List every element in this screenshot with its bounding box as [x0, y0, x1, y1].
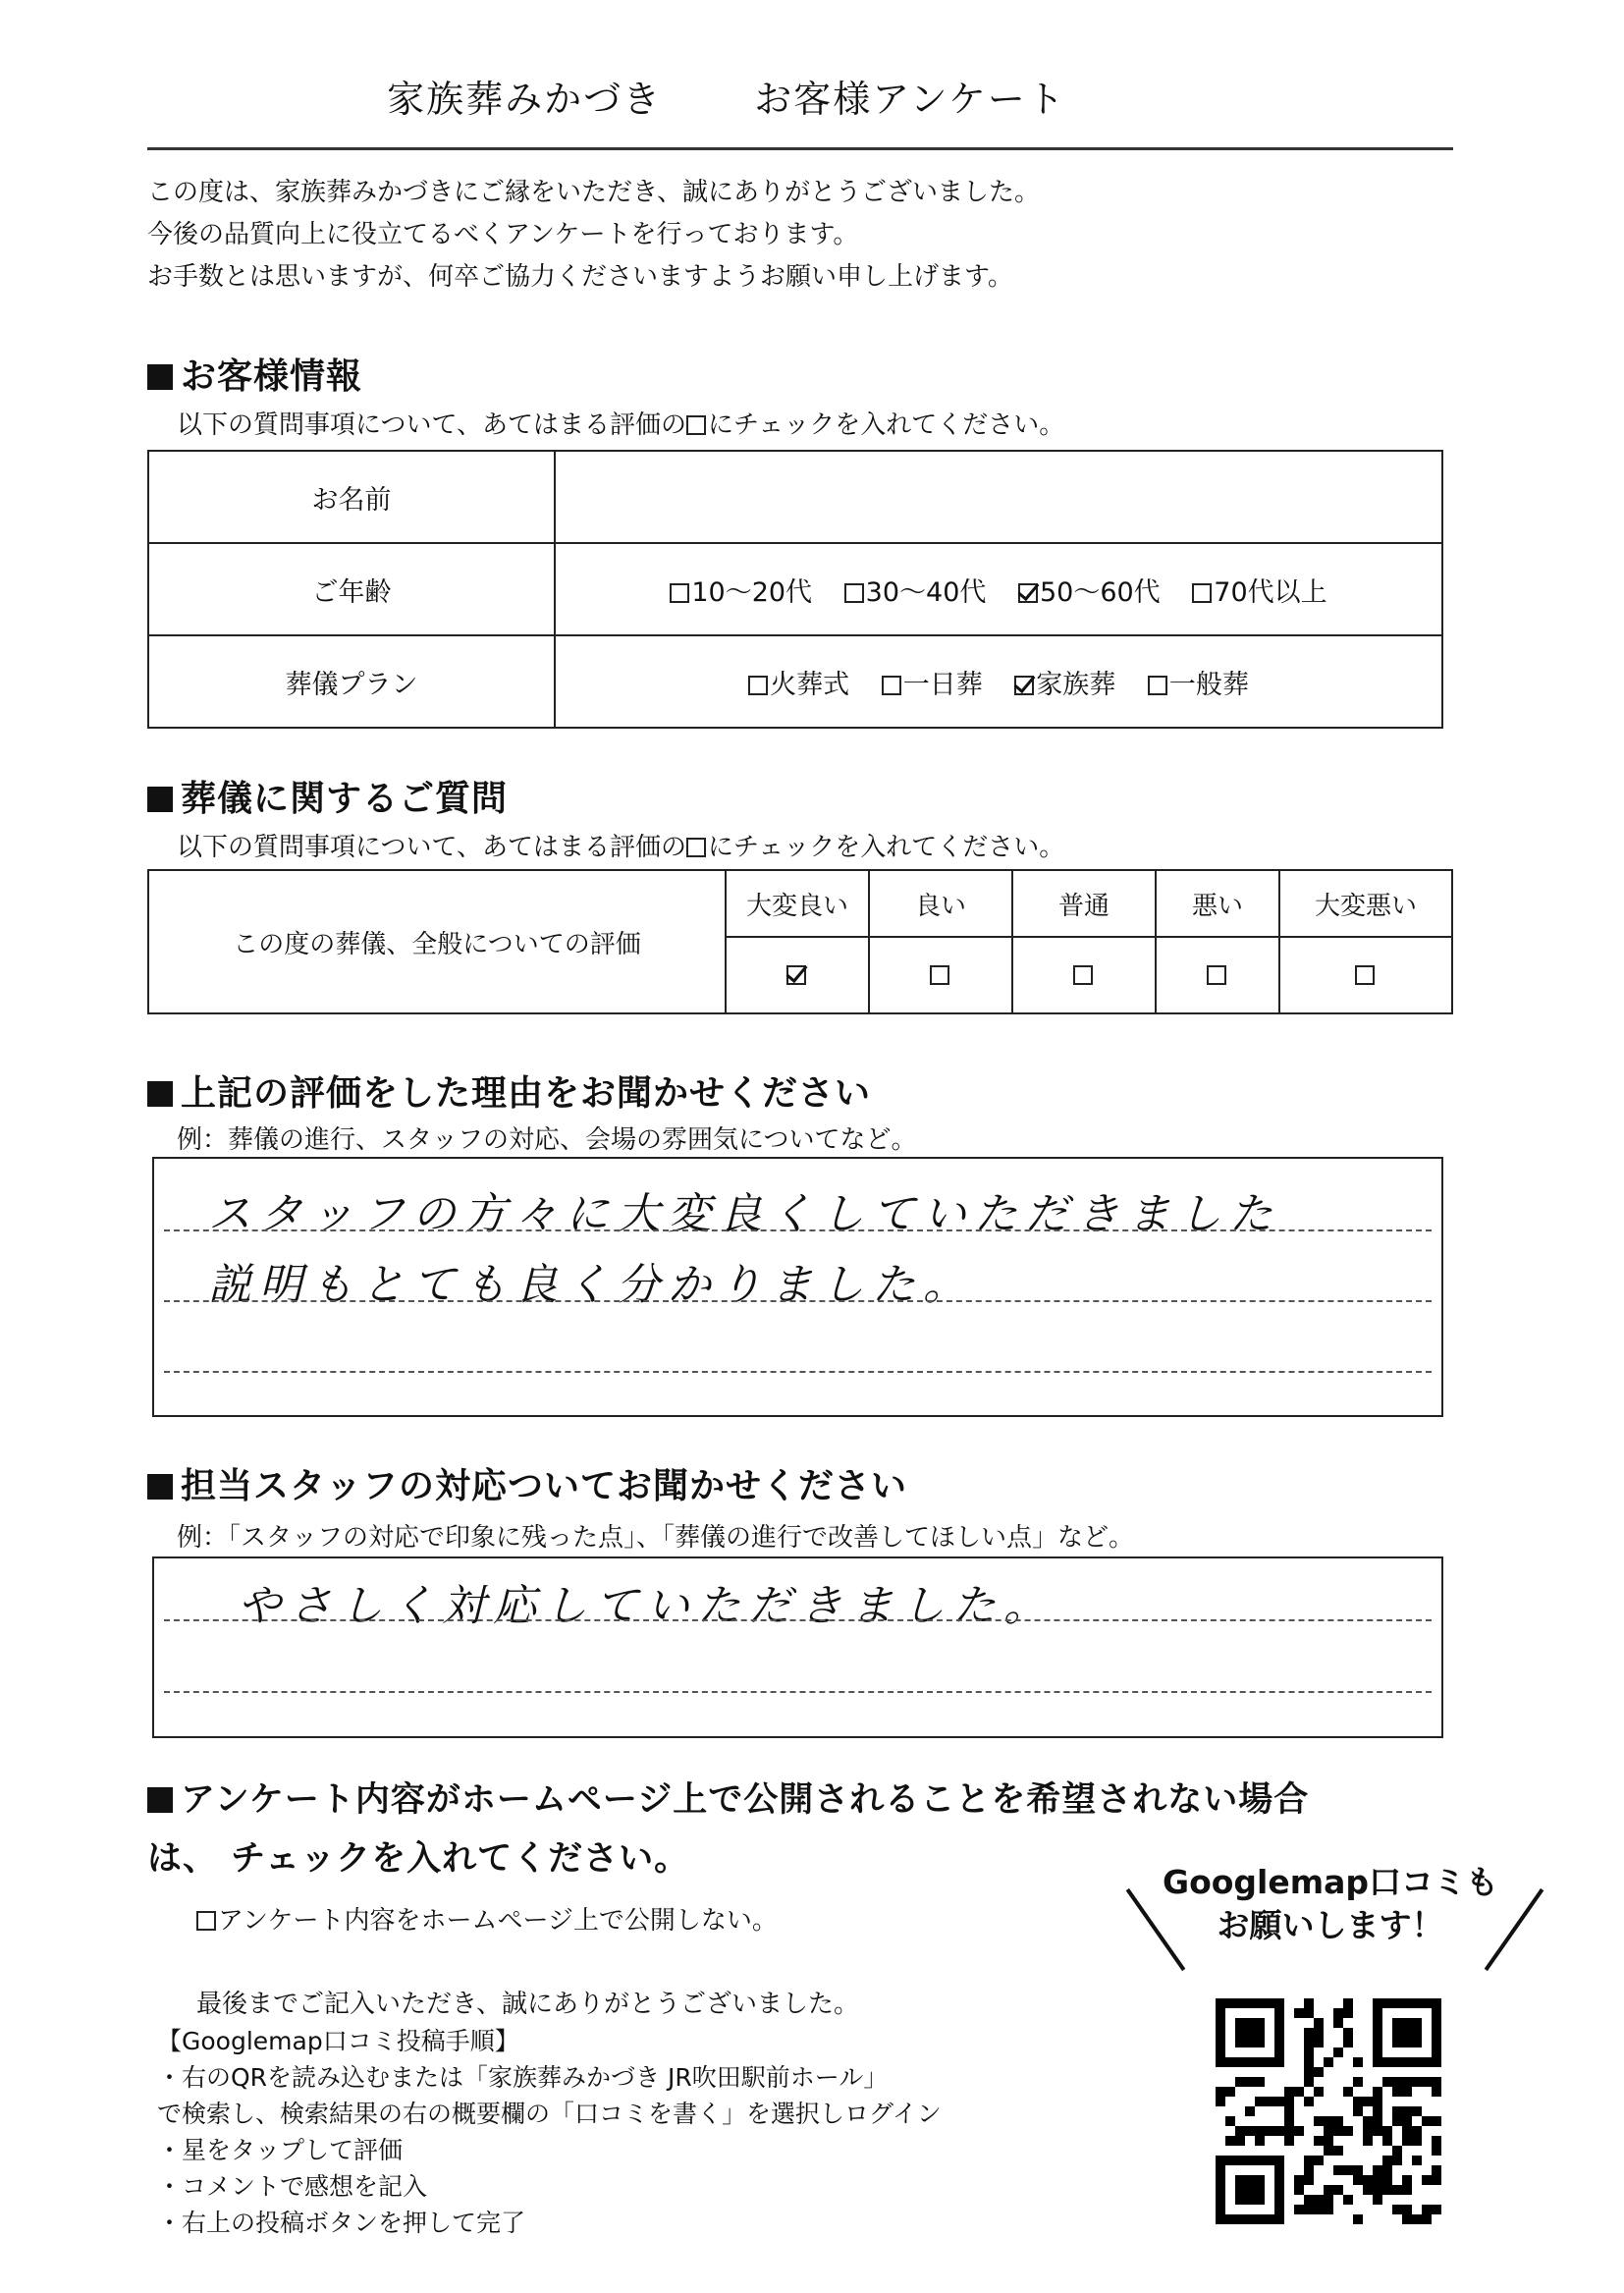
instruction-text: 以下の質問事項について、あてはまる評価の	[177, 410, 686, 440]
qr-module	[1265, 2097, 1274, 2106]
qr-module	[1294, 2205, 1304, 2214]
qr-module	[1353, 2097, 1363, 2106]
qr-module	[1382, 2175, 1392, 2185]
qr-module	[1314, 2136, 1324, 2146]
instruction-text: にチェックを入れてください。	[707, 833, 1065, 862]
qr-module	[1432, 2165, 1441, 2175]
section-heading: お客様情報	[181, 356, 363, 397]
qr-module	[1314, 2195, 1324, 2205]
age-option[interactable]	[844, 577, 987, 608]
qr-module	[1353, 2057, 1363, 2067]
qr-module	[1216, 2097, 1225, 2106]
qr-module	[1353, 2077, 1363, 2087]
rating-cell	[1012, 937, 1156, 1013]
qr-module	[1363, 2185, 1373, 2195]
qr-module	[1304, 2077, 1314, 2087]
qr-module	[1304, 2047, 1314, 2057]
qr-module	[1284, 2106, 1294, 2116]
qr-module	[1402, 2087, 1412, 2097]
intro-line-2: 今後の品質向上に役立てるべくアンケートを行っております。	[147, 220, 859, 249]
qr-module	[1255, 2077, 1265, 2087]
qr-module	[1353, 2165, 1363, 2175]
qr-module	[1304, 2156, 1314, 2165]
qr-module	[1304, 2028, 1314, 2038]
qr-module	[1235, 2077, 1245, 2087]
qr-module	[1333, 2047, 1343, 2057]
publish-option-label: アンケート内容をホームページ上で公開しない。	[218, 1906, 778, 1936]
qr-module	[1432, 2136, 1441, 2146]
writing-line	[164, 1371, 1432, 1373]
checkbox-checked[interactable]	[1014, 676, 1034, 695]
qr-caption	[1129, 1861, 1532, 1947]
plan-option[interactable]	[1148, 670, 1249, 700]
howto-step: ・コメントで感想を記入	[157, 2172, 428, 2201]
qr-module	[1343, 2126, 1353, 2136]
rating-checkbox[interactable]	[1207, 965, 1226, 985]
reason-answer-box[interactable]	[152, 1157, 1443, 1417]
qr-module	[1432, 2077, 1441, 2087]
plan-label: 葬儀プラン	[148, 635, 555, 728]
qr-module	[1274, 2126, 1284, 2136]
qr-module	[1304, 2165, 1314, 2175]
qr-module	[1255, 2126, 1265, 2136]
qr-caption-line-2: お願いします！	[1217, 1906, 1444, 1944]
rating-header: 普通	[1012, 870, 1156, 937]
section-staff	[147, 1458, 907, 1508]
bullet-square-icon	[147, 1787, 173, 1813]
qr-module	[1324, 2116, 1333, 2126]
section-funeral-question	[147, 771, 508, 821]
qr-module	[1225, 2087, 1235, 2097]
age-option[interactable]	[1018, 577, 1161, 608]
rating-header: 悪い	[1156, 870, 1279, 937]
howto-step: ・星をタップして評価	[157, 2136, 404, 2164]
plan-option[interactable]	[882, 670, 983, 700]
qr-module	[1324, 2146, 1333, 2156]
instruction-text: 以下の質問事項について、あてはまる評価の	[177, 833, 686, 862]
option-label: 70代以上	[1214, 576, 1327, 608]
qr-module	[1363, 2097, 1373, 2106]
checkbox[interactable]	[670, 583, 689, 603]
bullet-square-icon	[147, 787, 173, 812]
publish-option[interactable]	[196, 1900, 778, 1937]
section-heading: 上記の評価をした理由をお聞かせください	[181, 1073, 872, 1114]
writing-line	[164, 1300, 1432, 1302]
qr-module	[1304, 2008, 1314, 2018]
rating-cell	[1156, 937, 1279, 1013]
qr-module	[1353, 2214, 1363, 2224]
section-reason	[147, 1065, 871, 1116]
qr-module	[1392, 2077, 1402, 2087]
qr-module	[1392, 2087, 1402, 2097]
section-customer-info	[147, 349, 362, 399]
qr-module	[1255, 2097, 1265, 2106]
qr-module	[1324, 2195, 1333, 2205]
qr-module	[1304, 2057, 1314, 2067]
qr-module	[1314, 2067, 1324, 2077]
qr-module	[1333, 2126, 1343, 2136]
qr-module	[1402, 2185, 1412, 2195]
qr-module	[1432, 2146, 1441, 2156]
qr-module	[1294, 2087, 1304, 2097]
rating-checkbox[interactable]	[1355, 965, 1375, 985]
howto-step: で検索し、検索結果の右の概要欄の「口コミを書く」を選択しログイン	[157, 2100, 942, 2128]
qr-module	[1373, 2185, 1382, 2195]
qr-module	[1392, 2205, 1402, 2214]
option-label: 一日葬	[902, 669, 983, 700]
writing-line	[164, 1229, 1432, 1231]
qr-module	[1432, 2087, 1441, 2097]
qr-module	[1392, 2106, 1402, 2116]
section-heading: アンケート内容がホームページ上で公開されることを希望されない場合	[181, 1780, 1310, 1820]
rating-cell	[869, 937, 1012, 1013]
qr-module	[1304, 1998, 1314, 2008]
bullet-square-icon	[147, 364, 173, 390]
qr-module	[1392, 2156, 1402, 2165]
qr-module	[1333, 2185, 1343, 2195]
rating-header: 良い	[869, 870, 1012, 937]
rating-checkbox[interactable]	[930, 965, 949, 985]
checkbox[interactable]	[1148, 676, 1167, 695]
qr-module	[1343, 2165, 1353, 2175]
writing-line	[164, 1619, 1432, 1621]
qr-module	[1373, 2106, 1382, 2116]
qr-module	[1343, 1998, 1353, 2008]
handwritten-line: 説明もとても良く分かりました。	[208, 1260, 974, 1310]
qr-module	[1382, 2077, 1392, 2087]
qr-module	[1363, 2126, 1373, 2136]
title-divider	[147, 147, 1453, 150]
qr-module	[1392, 2185, 1402, 2195]
qr-module	[1382, 2156, 1392, 2165]
qr-module	[1245, 2126, 1255, 2136]
howto-title: 【Googlemap口コミ投稿手順】	[157, 2027, 519, 2055]
qr-module	[1284, 2097, 1294, 2106]
checkbox[interactable]	[748, 676, 768, 695]
qr-module	[1225, 2136, 1235, 2146]
qr-module	[1432, 2205, 1441, 2214]
qr-module	[1245, 2106, 1255, 2116]
rating-cell	[726, 937, 869, 1013]
qr-module	[1314, 2116, 1324, 2126]
qr-module	[1284, 2116, 1294, 2126]
qr-module	[1363, 2116, 1373, 2126]
customer-info-instruction	[177, 405, 1064, 441]
bullet-square-icon	[147, 1474, 173, 1500]
checkbox[interactable]	[844, 583, 864, 603]
qr-module	[1402, 2126, 1412, 2136]
name-field[interactable]	[555, 451, 1442, 543]
qr-module	[1314, 2018, 1324, 2028]
qr-module	[1412, 2214, 1422, 2224]
qr-module	[1412, 2077, 1422, 2087]
funeral-instruction	[177, 827, 1064, 863]
qr-module	[1274, 2097, 1284, 2106]
company-name: 家族葬みかづき	[387, 78, 663, 121]
qr-module	[1402, 2136, 1412, 2146]
qr-module	[1422, 2214, 1432, 2224]
qr-module	[1333, 2165, 1343, 2175]
option-label: 家族葬	[1036, 669, 1116, 700]
qr-module	[1314, 2087, 1324, 2097]
qr-module	[1382, 2165, 1392, 2175]
name-label: お名前	[148, 451, 555, 543]
intro-line-3: お手数とは思いますが、何卒ご協力くださいますようお願い申し上げます。	[147, 262, 1013, 292]
qr-module	[1422, 2175, 1432, 2185]
qr-module	[1373, 2195, 1382, 2205]
rating-cell	[1279, 937, 1452, 1013]
option-label: 10～20代	[691, 576, 813, 608]
qr-module	[1382, 2136, 1392, 2146]
plan-option[interactable]	[1014, 670, 1115, 700]
qr-module	[1294, 2185, 1304, 2195]
qr-module	[1235, 2126, 1245, 2136]
qr-module	[1373, 2126, 1382, 2136]
staff-answer-box[interactable]	[152, 1556, 1443, 1738]
customer-info-table	[147, 450, 1443, 729]
qr-module	[1382, 2126, 1392, 2136]
intro-line-1: この度は、家族葬みかづきにご縁をいただき、誠にありがとうございました。	[147, 178, 1040, 207]
qr-module	[1422, 2077, 1432, 2087]
qr-caption-line-1: Googlemap口コミも	[1162, 1863, 1499, 1901]
qr-module	[1333, 2116, 1343, 2126]
rating-row-label: この度の葬儀、全般についての評価	[148, 870, 726, 1013]
qr-module	[1255, 2136, 1265, 2146]
plan-options	[555, 635, 1442, 728]
qr-module	[1363, 2136, 1373, 2146]
section-heading: 担当スタッフの対応ついてお聞かせください	[181, 1466, 908, 1506]
qr-module	[1304, 2067, 1314, 2077]
qr-module	[1294, 2175, 1304, 2185]
rating-checkbox[interactable]	[1073, 965, 1093, 985]
form-title: お客様アンケート	[754, 78, 1066, 121]
checkbox-icon	[686, 415, 706, 435]
qr-code-icon[interactable]	[1216, 1998, 1441, 2224]
handwritten-line: やさしく対応していただきました。	[238, 1581, 1055, 1631]
qr-module	[1382, 2185, 1392, 2195]
qr-module	[1324, 2057, 1333, 2067]
qr-module	[1284, 2087, 1294, 2097]
qr-module	[1343, 2038, 1353, 2047]
qr-module	[1216, 2087, 1225, 2097]
staff-example: 例：「スタッフの対応で印象に残った点」、「葬儀の進行で改善してほしい点」など。	[177, 1523, 1135, 1553]
option-label: 一般葬	[1168, 669, 1249, 700]
option-label: 火葬式	[770, 669, 850, 700]
qr-module	[1402, 2106, 1412, 2116]
qr-module	[1304, 2097, 1314, 2106]
qr-module	[1324, 2136, 1333, 2146]
qr-module	[1412, 2126, 1422, 2136]
qr-module	[1402, 2205, 1412, 2214]
howto-step: ・右上の投稿ボタンを押して完了	[157, 2209, 526, 2237]
rating-header: 大変悪い	[1279, 870, 1452, 937]
qr-module	[1324, 2185, 1333, 2195]
checkbox-checked[interactable]	[1018, 583, 1038, 603]
bullet-square-icon	[147, 1081, 173, 1107]
qr-module	[1412, 2136, 1422, 2146]
qr-module	[1314, 2038, 1324, 2047]
qr-module	[1402, 2116, 1412, 2126]
qr-module	[1343, 2195, 1353, 2205]
qr-module	[1412, 2106, 1422, 2116]
rating-header: 大変良い	[726, 870, 869, 937]
age-option[interactable]	[1192, 577, 1326, 608]
qr-module	[1333, 2008, 1343, 2018]
option-label: 50～60代	[1039, 576, 1161, 608]
qr-module	[1402, 2077, 1412, 2087]
qr-module	[1353, 2175, 1363, 2185]
qr-module	[1294, 2008, 1304, 2018]
qr-module	[1304, 2038, 1314, 2047]
age-option[interactable]	[670, 577, 812, 608]
qr-module	[1333, 2146, 1343, 2156]
form-title-bar	[0, 69, 1453, 123]
handwritten-line: スタッフの方々に大変良くしていただきました	[208, 1189, 1280, 1239]
instruction-text: にチェックを入れてください。	[707, 410, 1065, 440]
checkbox-icon	[686, 838, 706, 857]
qr-module	[1235, 2136, 1245, 2146]
qr-module	[1432, 2116, 1441, 2126]
qr-module	[1353, 2106, 1363, 2116]
option-label: 30～40代	[865, 576, 987, 608]
section-publish	[147, 1773, 1309, 1822]
qr-module	[1373, 2087, 1382, 2097]
qr-module	[1314, 2156, 1324, 2165]
age-label: ご年齢	[148, 543, 555, 635]
section-heading: 葬儀に関するご質問	[181, 779, 509, 819]
qr-module	[1373, 2116, 1382, 2126]
qr-module	[1373, 2175, 1382, 2185]
checkbox[interactable]	[882, 676, 901, 695]
reason-example: 例：葬儀の進行、スタッフの対応、会場の雰囲気についてなど。	[177, 1125, 917, 1155]
publish-checkbox[interactable]	[196, 1911, 216, 1931]
qr-module	[1225, 2116, 1235, 2126]
qr-module	[1392, 2116, 1402, 2126]
qr-module	[1294, 2126, 1304, 2136]
qr-module	[1284, 2126, 1294, 2136]
writing-line	[164, 1691, 1432, 1693]
qr-module	[1373, 2165, 1382, 2175]
qr-module	[1343, 2087, 1353, 2097]
qr-module	[1245, 2077, 1255, 2087]
qr-module	[1402, 2214, 1412, 2224]
qr-module	[1304, 2175, 1314, 2185]
qr-module	[1265, 2126, 1274, 2136]
qr-module	[1422, 2116, 1432, 2126]
qr-module	[1432, 2175, 1441, 2185]
qr-module	[1343, 2028, 1353, 2038]
qr-module	[1314, 2028, 1324, 2038]
publish-heading-line-2: は、 チェックを入れてください。	[147, 1839, 690, 1879]
qr-module	[1284, 2136, 1294, 2146]
qr-module	[1324, 2205, 1333, 2214]
qr-module	[1304, 2205, 1314, 2214]
howto-step: ・右のQRを読み込むまたは「家族葬みかづき JR吹田駅前ホール」	[157, 2063, 889, 2092]
qr-module	[1392, 2146, 1402, 2156]
qr-module	[1402, 2175, 1412, 2185]
qr-module	[1373, 2097, 1382, 2106]
qr-module	[1324, 2126, 1333, 2136]
qr-module	[1363, 2175, 1373, 2185]
qr-module	[1333, 2018, 1343, 2028]
rating-checkbox-checked[interactable]	[786, 965, 806, 985]
qr-module	[1422, 2205, 1432, 2214]
qr-module	[1343, 2008, 1353, 2018]
age-options	[555, 543, 1442, 635]
qr-module	[1314, 2205, 1324, 2214]
closing-message: 最後までご記入いただき、誠にありがとうございました。	[196, 1990, 859, 2019]
checkbox[interactable]	[1192, 583, 1212, 603]
qr-module	[1304, 2195, 1314, 2205]
qr-module	[1412, 2156, 1422, 2165]
plan-option[interactable]	[748, 670, 849, 700]
overall-rating-table	[147, 869, 1453, 1014]
